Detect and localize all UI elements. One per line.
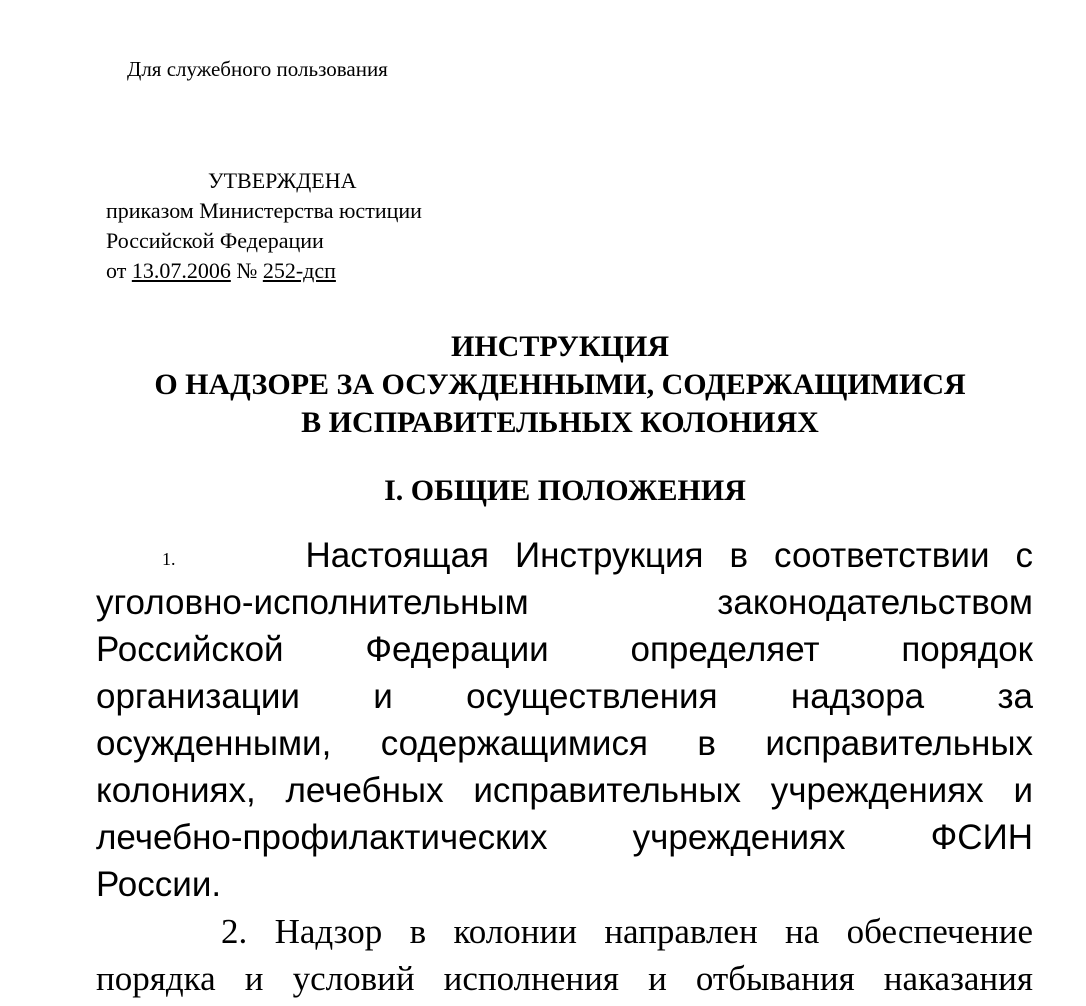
paragraph-1: [96, 532, 1033, 908]
approval-heading: УТВЕРЖДЕНА: [208, 168, 357, 193]
paragraph-2-line: порядка и условий исполнения и отбывания наказания: [96, 959, 1033, 998]
section-heading: I. ОБЩИЕ ПОЛОЖЕНИЯ: [384, 474, 746, 507]
approval-date: 13.07.2006: [131, 258, 231, 283]
paragraph-1-line: уголовно-исполнительным законодательством: [96, 583, 1033, 622]
approval-line-2: Российской Федерации: [106, 228, 324, 253]
title-line-2: О НАДЗОРЕ ЗА ОСУЖДЕННЫМИ, СОДЕРЖАЩИМИСЯ: [154, 368, 966, 401]
paragraph-1-number: 1.: [162, 549, 176, 569]
approval-number-sign: №: [236, 258, 258, 283]
classification-label: Для служебного пользования: [127, 57, 388, 81]
paragraph-2: [96, 908, 1033, 1002]
paragraph-1-line: [96, 532, 1033, 579]
paragraph-1-line: лечебно-профилактических учреждениях ФСИН: [96, 818, 1033, 857]
approval-line-1: приказом Министерства юстиции: [106, 198, 422, 223]
approval-block: [106, 166, 422, 286]
paragraph-1-line: осужденными, содержащимися в исправительных: [96, 724, 1033, 763]
title-line-1: ИНСТРУКЦИЯ: [450, 330, 670, 363]
approval-order-line: [106, 256, 422, 286]
document-title: [0, 328, 1086, 442]
approval-prefix: от: [106, 258, 127, 283]
paragraph-1-line: Российской Федерации определяет порядок: [96, 630, 1033, 669]
approval-number: 252-дсп: [262, 258, 336, 283]
paragraph-1-line: организации и осуществления надзора за: [96, 677, 1033, 716]
paragraph-1-line: России.: [96, 865, 222, 904]
paragraph-1-line: колониях, лечебных исправительных учреждениях и: [96, 771, 1033, 810]
paragraph-2-line: 2. Надзор в колонии направлен на обеспечение: [221, 912, 1033, 951]
paragraph-1-text: Настоящая Инструкция в соответствии с: [305, 536, 1033, 575]
title-line-3: В ИСПРАВИТЕЛЬНЫХ КОЛОНИЯХ: [301, 406, 819, 439]
